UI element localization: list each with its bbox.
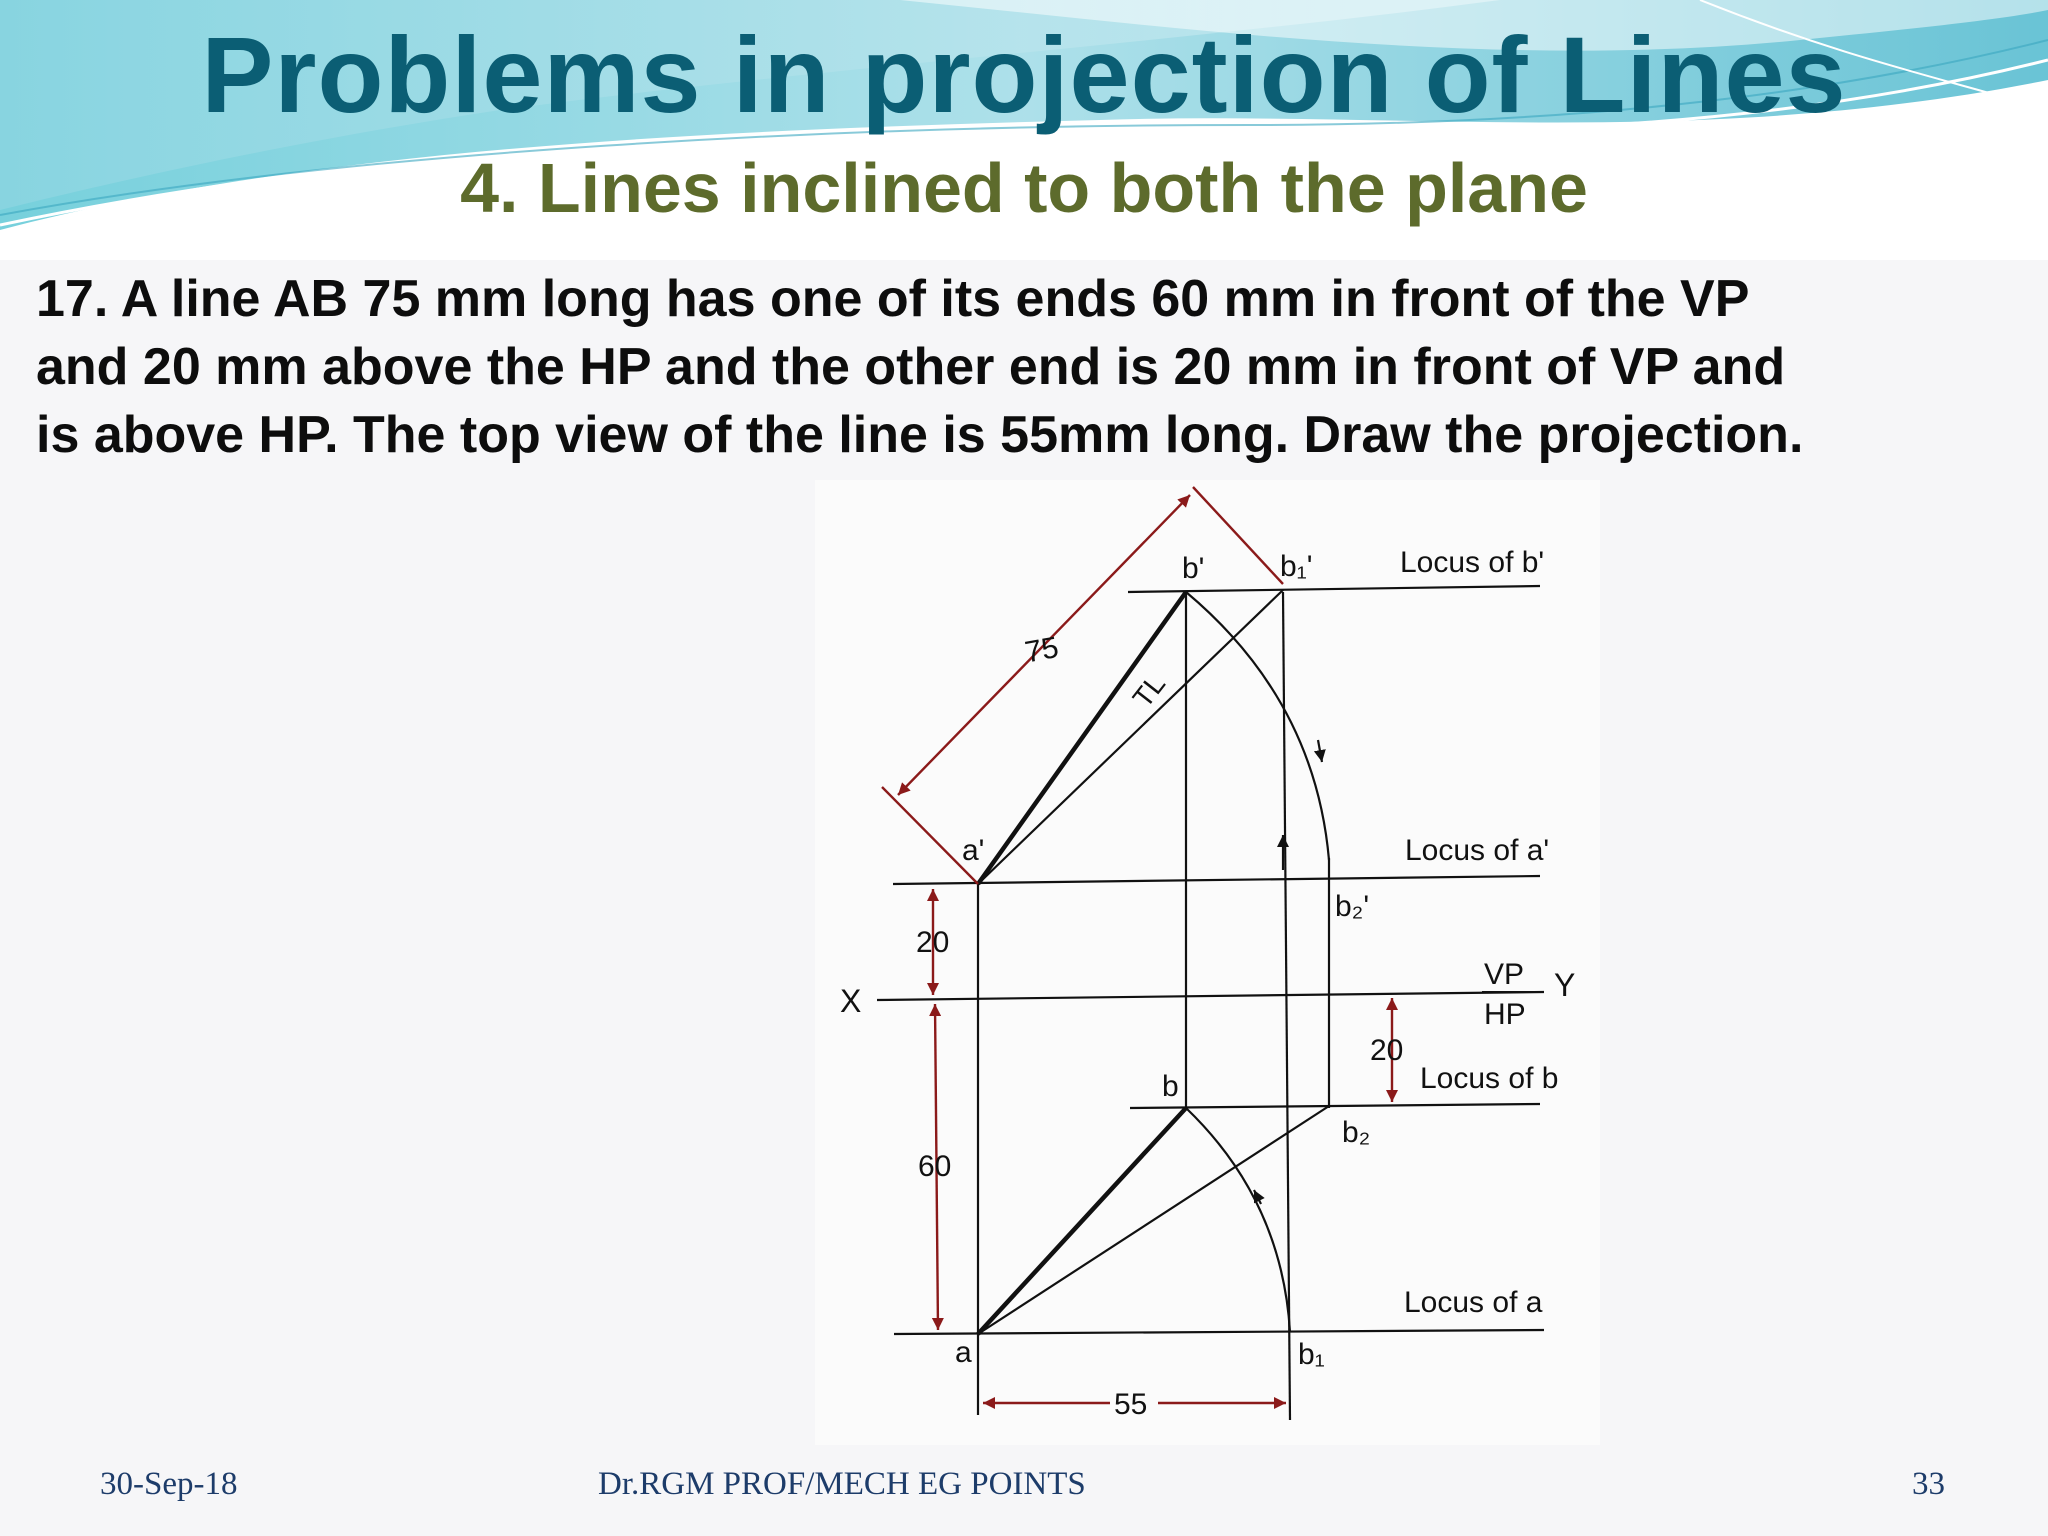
- footer-author: Dr.RGM PROF/MECH EG POINTS: [598, 1466, 1086, 1502]
- label-a: a: [955, 1336, 972, 1369]
- label-b2-prime: b₂': [1335, 890, 1370, 923]
- problem-line: 17. A line AB 75 mm long has one of its ends 60 mm in front of the VP: [36, 270, 1750, 328]
- label-dim-60: 60: [918, 1150, 952, 1183]
- locus-line-b-prime: [1128, 586, 1540, 592]
- label-locus-b: Locus of b: [1420, 1062, 1559, 1095]
- label-dim-20-left: 20: [916, 926, 950, 959]
- footer-page-number: 33: [1912, 1466, 1945, 1502]
- top-view-a-b: [978, 1108, 1186, 1334]
- label-dim-55: 55: [1114, 1388, 1148, 1421]
- slide-subtitle: 4. Lines inclined to both the plane: [460, 149, 1588, 227]
- label-hp: HP: [1484, 998, 1526, 1031]
- label-b2: b₂: [1342, 1116, 1371, 1149]
- projection-drawing: [815, 480, 1600, 1445]
- locus-line-b: [1130, 1104, 1540, 1108]
- label-a-prime: a': [962, 834, 985, 867]
- label-locus-a: Locus of a: [1404, 1286, 1543, 1319]
- footer-date: 30-Sep-18: [100, 1466, 238, 1502]
- label-tl: TL: [1126, 668, 1172, 714]
- arc-arrow-head: [1318, 740, 1322, 762]
- label-x: X: [840, 983, 862, 1019]
- dim-75-extension-top: [1193, 487, 1283, 584]
- label-y: Y: [1554, 967, 1576, 1003]
- problem-line: is above HP. The top view of the line is 55mm long. Draw the projection.: [36, 406, 1804, 464]
- line-a-prime-b1-prime: [978, 590, 1283, 884]
- problem-line: and 20 mm above the HP and the other end is 20 mm in front of VP and: [36, 338, 1786, 396]
- locus-line-a-prime: [893, 876, 1540, 884]
- label-dim-20-right: 20: [1370, 1034, 1404, 1067]
- label-locus-b-prime: Locus of b': [1400, 546, 1545, 579]
- label-b: b: [1162, 1070, 1179, 1103]
- label-locus-a-prime: Locus of a': [1405, 834, 1550, 867]
- label-b1: b₁: [1298, 1338, 1325, 1371]
- locus-line-a: [894, 1330, 1544, 1334]
- problem-statement: [36, 265, 2026, 469]
- label-b1-prime: b₁': [1280, 550, 1313, 583]
- arc-b-prime-to-b2-prime: [1186, 592, 1329, 860]
- label-vp: VP: [1484, 958, 1525, 991]
- front-view-a-prime-b-prime: [978, 592, 1186, 884]
- label-b-prime: b': [1182, 552, 1205, 585]
- slide-title: Problems in projection of Lines: [201, 14, 1847, 135]
- label-dim-75: 75: [1022, 631, 1062, 670]
